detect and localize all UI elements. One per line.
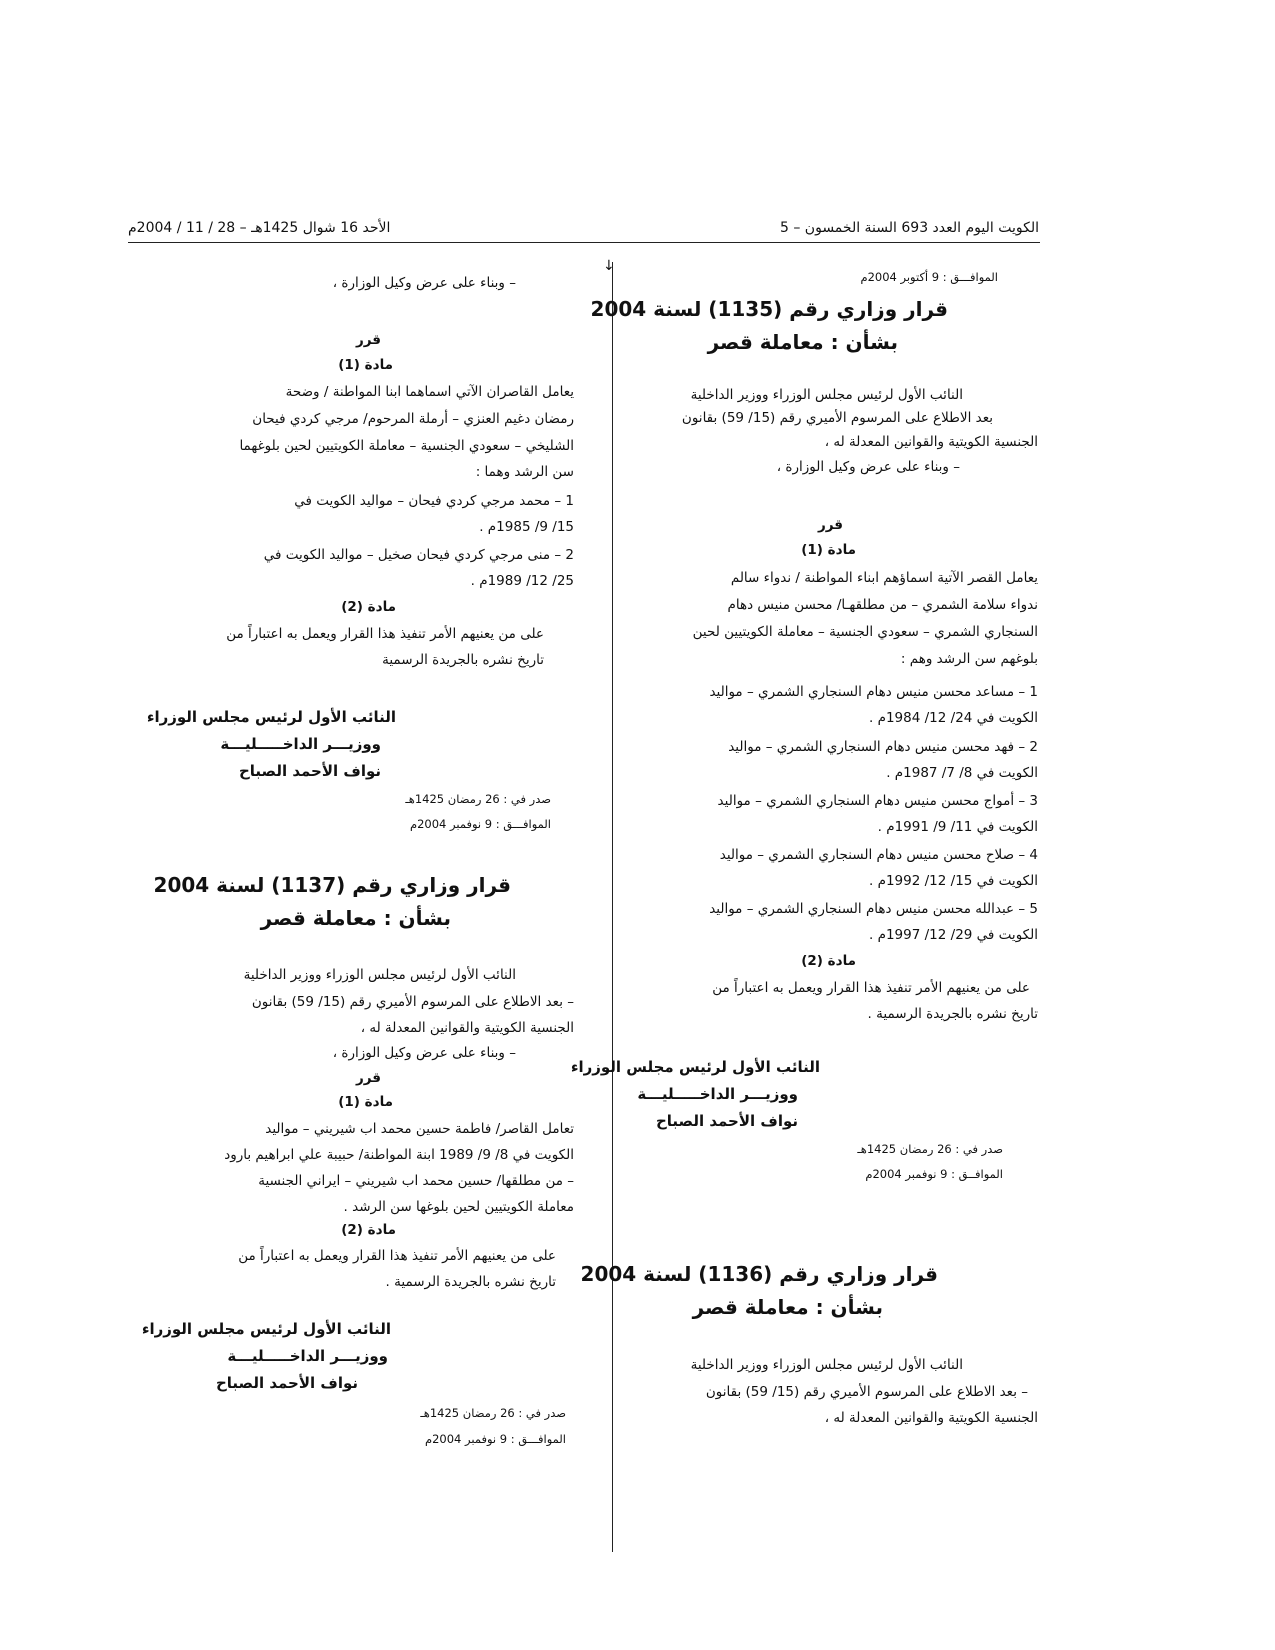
issued-date: صدر في : 26 رمضان 1425هـ — [857, 1142, 1003, 1156]
article-heading: مادة (1) — [338, 357, 393, 373]
article-heading: مادة (2) — [801, 953, 856, 969]
left-column — [141, 0, 586, 1650]
preamble-line: الجنسية الكويتية والقوانين المعدلة له ، — [824, 1410, 1038, 1426]
preamble-line: الجنسية الكويتية والقوانين المعدلة له ، — [360, 1020, 574, 1036]
article-text-line: السنجاري الشمري – سعودي الجنسية – معاملة الكويتيين لحين — [692, 624, 1038, 640]
decided-label: قرر — [817, 517, 843, 533]
decree-1135-title: قرار وزاري رقم (1135) لسنة 2004 — [590, 297, 948, 321]
continuation-line: – وبناء على عرض وكيل الوزارة ، — [332, 275, 516, 291]
preamble-line: بعد الاطلاع على المرسوم الأميري رقم (15/ 59) بقانون — [681, 410, 993, 426]
corresponding-date: الموافـــق : 9 نوفمبر 2004م — [424, 1432, 566, 1446]
signature-title: النائب الأول لرئيس مجلس الوزراء — [146, 708, 396, 726]
preamble-line: – وبناء على عرض وكيل الوزارة ، — [776, 459, 960, 475]
preamble-line: النائب الأول لرئيس مجلس الوزراء ووزير الداخلية — [690, 1357, 963, 1373]
article-text-line: تاريخ نشره بالجريدة الرسمية . — [867, 1006, 1038, 1022]
article-text-line: رمضان دغيم العنزي – أرملة المرحوم/ مرجي كردي فيحان — [252, 411, 574, 427]
article-text-line: تعامل القاصر/ فاطمة حسين محمد اب شيريني – مواليد — [265, 1121, 574, 1137]
header-issue-info: الكويت اليوم العدد 693 السنة الخمسون – 5 — [779, 220, 1039, 236]
person-entry: 2 – منى مرجي كردي فيحان صخيل – مواليد الكويت في — [263, 547, 574, 563]
article-text-line: الشليخي – سعودي الجنسية – معاملة الكويتيين لحين بلوغهما — [239, 438, 574, 454]
article-text-line: على من يعنيهم الأمر تنفيذ هذا القرار ويعمل به اعتباراً من — [238, 1248, 556, 1264]
preamble-line: النائب الأول لرئيس مجلس الوزراء ووزير الداخلية — [243, 967, 516, 983]
signature-title: ووزيـــر الداخـــــليـــة — [220, 735, 381, 753]
signature-title: النائب الأول لرئيس مجلس الوزراء — [141, 1320, 391, 1338]
article-text-line: معاملة الكويتيين لحين بلوغها سن الرشد . — [343, 1199, 574, 1215]
person-entry: 1 – محمد مرجي كردي فيحان – مواليد الكويت في — [294, 493, 574, 509]
article-heading: مادة (2) — [341, 1222, 396, 1238]
person-entry: الكويت في 24/ 12/ 1984م . — [869, 710, 1038, 726]
person-entry: 2 – فهد محسن منيس دهام السنجاري الشمري – مواليد — [728, 739, 1038, 755]
article-text-line: يعامل القصر الآتية اسماؤهم ابناء المواطنة / ندواء سالم — [730, 570, 1038, 586]
preamble-line: – وبناء على عرض وكيل الوزارة ، — [332, 1045, 516, 1061]
signature-title: النائب الأول لرئيس مجلس الوزراء — [570, 1058, 820, 1076]
article-text-line: تاريخ نشره بالجريدة الرسمية . — [385, 1274, 556, 1290]
person-entry: الكويت في 11/ 9/ 1991م . — [877, 819, 1038, 835]
person-entry: الكويت في 29/ 12/ 1997م . — [869, 927, 1038, 943]
preamble-line: – بعد الاطلاع على المرسوم الأميري رقم (15/ 59) بقانون — [705, 1384, 1028, 1400]
article-text-line: الكويت في 8/ 9/ 1989 ابنة المواطنة/ حبيبة علي ابراهيم بارود — [224, 1147, 574, 1163]
signature-title: ووزيـــر الداخـــــليـــة — [637, 1085, 798, 1103]
article-text-line: – من مطلقها/ حسين محمد اب شيريني – ايراني الجنسية — [258, 1173, 574, 1189]
person-entry: 15/ 9/ 1985م . — [479, 519, 574, 535]
preamble-line: النائب الأول لرئيس مجلس الوزراء ووزير الداخلية — [690, 387, 963, 403]
decree-1137-title: قرار وزاري رقم (1137) لسنة 2004 — [153, 873, 511, 897]
decree-1136-title: قرار وزاري رقم (1136) لسنة 2004 — [580, 1262, 938, 1286]
decided-label: قرر — [355, 1070, 381, 1086]
person-entry: الكويت في 15/ 12/ 1992م . — [869, 873, 1038, 889]
top-date: الموافـــق : 9 أكتوبر 2004م — [860, 270, 998, 284]
decided-label: قرر — [355, 332, 381, 348]
article-text-line: ندواء سلامة الشمري – من مطلقهـا/ محسن منيس دهام — [727, 597, 1038, 613]
signature-name: نواف الأحمد الصباح — [215, 1374, 358, 1392]
decree-1135-subject: بشأن : معاملة قصر — [707, 330, 898, 354]
person-entry: 25/ 12/ 1989م . — [470, 573, 574, 589]
article-text-line: على من يعنيهم الأمر تنفيذ هذا القرار ويعمل به اعتباراً من — [712, 980, 1030, 996]
article-text-line: يعامل القاصران الآتي اسماهما ابنا المواطنة / وضحة — [285, 384, 574, 400]
article-text-line: على من يعنيهم الأمر تنفيذ هذا القرار ويعمل به اعتباراً من — [226, 626, 544, 642]
header-date: الأحد 16 شوال 1425هـ – 28 / 11 / 2004م — [128, 220, 391, 236]
decree-1136-subject: بشأن : معاملة قصر — [692, 1295, 883, 1319]
article-heading: مادة (1) — [338, 1094, 393, 1110]
article-text-line: سن الرشد وهما : — [475, 464, 574, 480]
corresponding-date: الموافـــق : 9 نوفمبر 2004م — [409, 817, 551, 831]
article-heading: مادة (1) — [801, 542, 856, 558]
signature-name: نواف الأحمد الصباح — [238, 762, 381, 780]
person-entry: 5 – عبدالله محسن منيس دهام السنجاري الشمري – مواليد — [709, 901, 1038, 917]
preamble-line: – بعد الاطلاع على المرسوم الأميري رقم (15/ 59) بقانون — [251, 994, 574, 1010]
article-text-line: بلوغهم سن الرشد وهم : — [900, 651, 1038, 667]
down-arrow-icon: ↓ — [603, 258, 615, 274]
person-entry: 3 – أمواج محسن منيس دهام السنجاري الشمري – مواليد — [717, 793, 1038, 809]
person-entry: 1 – مساعد محسن منيس دهام السنجاري الشمري – مواليد — [709, 684, 1038, 700]
signature-title: ووزيـــر الداخـــــليـــة — [227, 1347, 388, 1365]
article-text-line: تاريخ نشره بالجريدة الرسمية — [382, 652, 544, 668]
person-entry: 4 – صلاح محسن منيس دهام السنجاري الشمري – مواليد — [719, 847, 1038, 863]
person-entry: الكويت في 8/ 7/ 1987م . — [886, 765, 1038, 781]
decree-1137-subject: بشأن : معاملة قصر — [260, 906, 451, 930]
article-heading: مادة (2) — [341, 599, 396, 615]
right-column — [570, 0, 1038, 1650]
corresponding-date: الموافــق : 9 نوفمبر 2004م — [865, 1167, 1003, 1181]
issued-date: صدر في : 26 رمضان 1425هـ — [405, 792, 551, 806]
column-divider — [612, 262, 613, 1552]
signature-name: نواف الأحمد الصباح — [655, 1112, 798, 1130]
issued-date: صدر في : 26 رمضان 1425هـ — [420, 1406, 566, 1420]
preamble-line: الجنسية الكويتية والقوانين المعدلة له ، — [824, 434, 1038, 450]
